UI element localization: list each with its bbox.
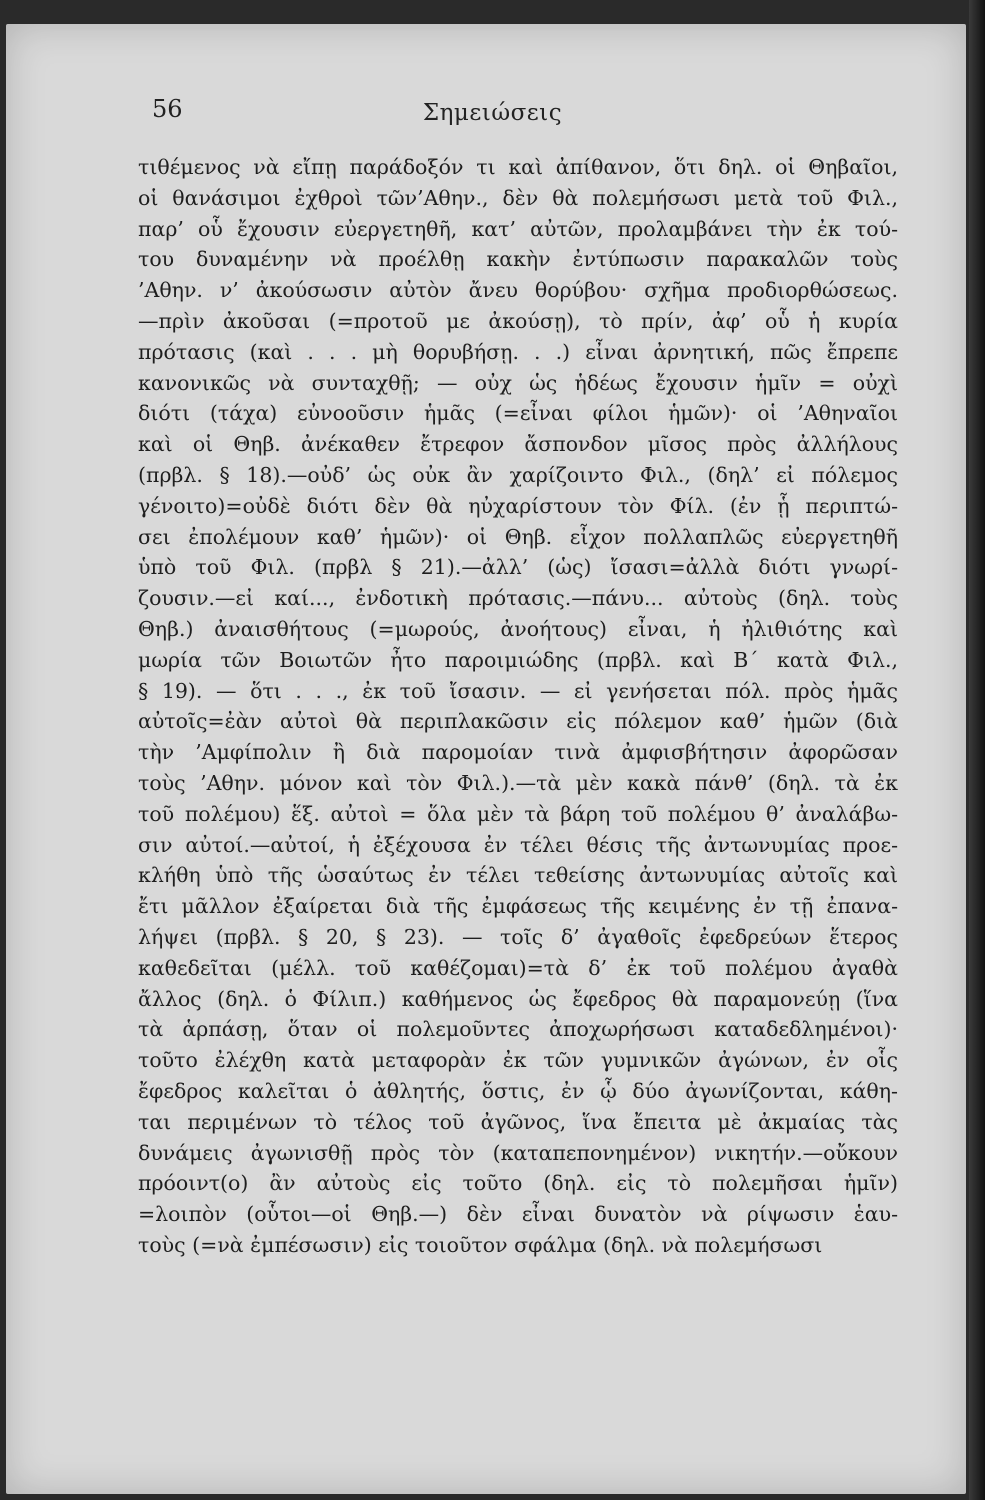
text-line: δυνάμεις ἀγωνισθῇ πρὸς τὸν (καταπεπονημένον) νικητήν.—οὔκουν [138, 1140, 898, 1165]
text-line: ἄλλος (δηλ. ὁ Φίλιπ.) καθήμενος ὡς ἔφεδρος θὰ παραμονεύῃ (ἵνα [138, 986, 898, 1011]
text-line: γένοιτο)=οὐδὲ διότι δὲν θὰ ηὐχαρίστουν τὸν Φίλ. (ἐν ᾗ περιπτώ- [138, 493, 898, 518]
text-line: λήψει (πρβλ. § 20, § 23). — τοῖς δ’ ἀγαθοῖς ἐφεδρεύων ἕτερος [138, 924, 898, 949]
text-line: τὴν ’Αμφίπολιν ἢ διὰ παρομοίαν τινὰ ἀμφισβήτησιν ἀφορῶσαν [138, 740, 898, 765]
body-text [138, 152, 898, 1261]
text-line: καθεδεῖται (μέλλ. τοῦ καθέζομαι)=τὰ δ’ ἐκ τοῦ πολέμου ἀγαθὰ [138, 955, 898, 980]
text-line: (πρβλ. § 18).—οὐδ’ ὡς οὐκ ἂν χαρίζοιντο Φιλ., (δηλ’ εἰ πόλεμος [138, 462, 898, 487]
text-line: καὶ οἱ Θηβ. ἀνέκαθεν ἔτρεφον ἄσπονδον μῖσος πρὸς ἀλλήλους [138, 432, 898, 457]
text-line: τοὺς (=νὰ ἐμπέσωσιν) εἰς τοιοῦτον σφάλμα (δηλ. νὰ πολεμήσωσι [138, 1232, 823, 1257]
text-line: διότι (τάχα) εὐνοοῦσιν ἡμᾶς (=εἶναι φίλοι ἡμῶν)· οἱ ’Αθηναῖοι [138, 401, 898, 426]
text-line: μωρία τῶν Βοιωτῶν ἦτο παροιμιώδης (πρβλ. καὶ Β΄ κατὰ Φιλ., [138, 647, 898, 672]
text-line: οἱ θανάσιμοι ἐχθροὶ τῶν’Αθην., δὲν θὰ πολεμήσωσι μετὰ τοῦ Φιλ., [138, 185, 898, 210]
text-line: ἔφεδρος καλεῖται ὁ ἀθλητής, ὅστις, ἐν ᾧ δύο ἀγωνίζονται, κάθη- [138, 1078, 898, 1103]
text-line: τοὺς ’Αθην. μόνον καὶ τὸν Φιλ.).—τὰ μὲν κακὰ πάνθ’ (δηλ. τὰ ἐκ [138, 770, 898, 795]
text-line: ζουσιν.—εἰ καί..., ἐνδοτικὴ πρότασις.—πάνυ... αὐτοὺς (δηλ. τοὺς [138, 586, 898, 611]
text-line: ’Αθην. ν’ ἀκούσωσιν αὐτὸν ἄνευ θορύβου· σχῆμα προδιορθώσεως. [138, 278, 898, 303]
text-line: πρότασις (καὶ . . . μὴ θορυβήσῃ. . .) εἶναι ἀρνητική, πῶς ἔπρεπε [138, 339, 898, 364]
binding-edge [969, 0, 985, 1500]
text-line: πρόοιντ(ο) ἂν αὐτοὺς εἰς τοῦτο (δηλ. εἰς τὸ πολεμῆσαι ἡμῖν) [138, 1171, 898, 1196]
text-line: κλήθη ὑπὸ τῆς ὡσαύτως ἐν τέλει τεθείσης ἀντωνυμίας αὐτοῖς καὶ [138, 863, 898, 888]
text-line: παρ’ οὗ ἔχουσιν εὐεργετηθῆ, κατ’ αὐτῶν, προλαμβάνει τὴν ἐκ τού- [138, 216, 898, 241]
text-line: τιθέμενος νὰ εἴπῃ παράδοξόν τι καὶ ἀπίθανον, ὅτι δηλ. οἱ Θηβαῖοι, [138, 155, 898, 179]
text-line: σει ἐπολέμουν καθ’ ἡμῶν)· οἱ Θηβ. εἶχον πολλαπλῶς εὐεργετηθῆ [138, 524, 898, 549]
page-number: 56 [152, 95, 183, 123]
text-line: τοῦ πολέμου) ἕξ. αὐτοὶ = ὅλα μὲν τὰ βάρη τοῦ πολέμου θ’ ἀναλάβω- [138, 801, 898, 826]
text-line: —πρὶν ἀκοῦσαι (=προτοῦ με ἀκούσῃ), τὸ πρίν, ἀφ’ οὗ ἡ κυρία [138, 308, 898, 333]
text-line: του δυναμένην νὰ προέλθῃ κακὴν ἐντύπωσιν παρακαλῶν τοὺς [138, 247, 898, 272]
text-line: ἔτι μᾶλλον ἐξαίρεται διὰ τῆς ἐμφάσεως τῆς κειμένης ἐν τῇ ἐπανα- [138, 894, 898, 919]
running-head: Σημειώσεις [422, 100, 563, 126]
text-line: § 19). — ὅτι . . ., ἐκ τοῦ ἴσασιν. — εἰ γενήσεται πόλ. πρὸς ἡμᾶς [138, 678, 898, 703]
text-line: ται περιμένων τὸ τέλος τοῦ ἀγῶνος, ἵνα ἔπειτα μὲ ἀκμαίας τὰς [138, 1109, 898, 1134]
text-line: ὑπὸ τοῦ Φιλ. (πρβλ § 21).—ἀλλ’ (ὡς) ἴσασι=ἀλλὰ διότι γνωρί- [138, 555, 898, 580]
text-line: αὐτοῖς=ἐὰν αὐτοὶ θὰ περιπλακῶσιν εἰς πόλεμον καθ’ ἡμῶν (διὰ [138, 709, 898, 734]
text-line: =λοιπὸν (οὗτοι—οἱ Θηβ.—) δὲν εἶναι δυνατὸν νὰ ρίψωσιν ἑαυ- [138, 1202, 898, 1227]
text-line: τοῦτο ἐλέχθη κατὰ μεταφορὰν ἐκ τῶν γυμνικῶν ἀγώνων, ἐν οἷς [138, 1048, 898, 1073]
text-line: τὰ ἁρπάσῃ, ὅταν οἱ πολεμοῦντες ἀποχωρήσωσι καταδεδλημένοι)· [138, 1017, 898, 1042]
text-line: σιν αὐτοί.—αὐτοί, ἡ ἐξέχουσα ἐν τέλει θέσις τῆς ἀντωνυμίας προε- [138, 832, 898, 857]
text-line: κανονικῶς νὰ συνταχθῇ; — οὐχ ὡς ἡδέως ἔχουσιν ἡμῖν = οὐχὶ [138, 370, 898, 395]
text-line: Θηβ.) ἀναισθήτους (=μωρούς, ἀνοήτους) εἶναι, ἡ ἠλιθιότης καὶ [138, 616, 898, 641]
